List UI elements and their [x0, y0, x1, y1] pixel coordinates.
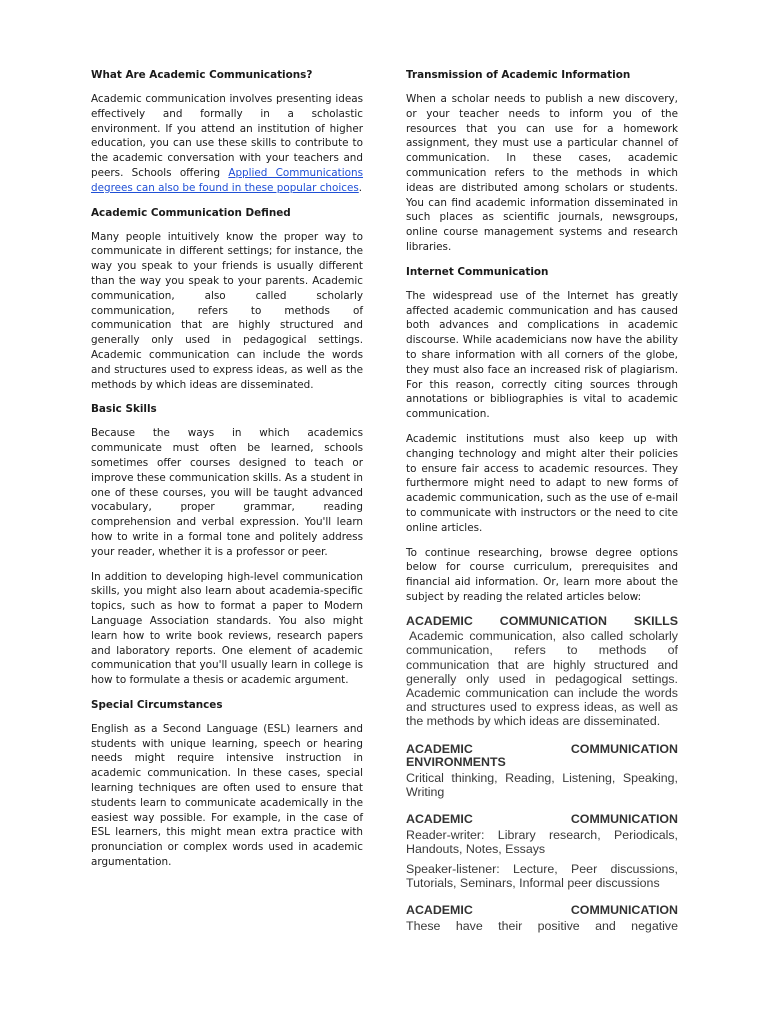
intro-text: Academic communication involves presenting ideas effectively and formally in a scholastic environment. If you attend an institution of higher education, you can use these skills to contribute to the academic conversation with your teachers and peers. Schools offering [91, 93, 363, 179]
related-body-reader-writer: Reader-writer: Library research, Periodicals, Handouts, Notes, Essays [406, 827, 678, 856]
defined-paragraph: Many people intuitively know the proper way to communicate in different settings; for instance, the way you speak to your friends is usually different than the way you speak to your parents. Academic communication, also called scholarly communication, refers to methods of communication that are highly structured and generally only used in pedagogical settings. Academic communication can include the words and structures used to express ideas, as well as the methods by which ideas are disseminated. [91, 230, 363, 391]
special-circumstances-paragraph: English as a Second Language (ESL) learners and students with unique learning, speech or hearing needs might require intensive instruction in academic communication. In these cases, special learning techniques are often used to ensure that students learn to communicate academically in the easiest way possible. For example, in the case of ESL learners, this might mean extra practice with pronunciation or complex words used in academic argumentation. [91, 722, 363, 869]
left-column [91, 68, 363, 880]
intro-paragraph [91, 92, 363, 196]
continue-researching-paragraph: To continue researching, browse degree options below for course curriculum, prerequisites and financial aid information. Or, learn more about the subject by reading the related articles below: [406, 546, 678, 603]
related-heading-environments: ACADEMIC COMMUNICATION ENVIRONMENTS [406, 741, 678, 770]
section-heading-special-circumstances: Special Circumstances [91, 698, 223, 711]
transmission-paragraph: When a scholar needs to publish a new discovery, or your teacher needs to inform you of the resources that you can use for a homework assignment, they must use a particular channel of communication. In these cases, academic communication refers to the methods in which ideas are distributed among scholars or students. You can find academic information disseminated in such places as scientific journals, newsgroups, online course management systems and research libraries. [406, 93, 678, 253]
related-body-skills: Academic communication, also called scholarly communication, refers to methods of communication that are highly structured and generally only used in pedagogical settings. Academic communication can include the words and structures used to express ideas, as well as the methods by which ideas are disseminated. [406, 629, 678, 729]
intro-end: . [358, 181, 363, 194]
related-heading-communication-2: ACADEMIC COMMUNICATION [406, 903, 678, 918]
right-column [406, 68, 678, 941]
basic-skills-paragraph-1: Because the ways in which academics communicate must often be learned, schools sometimes offer courses designed to teach or improve these communication skills. As a student in one of these courses, you will be taught advanced vocabulary, proper grammar, reading comprehension and verbal expression. You'll learn how to write in a formal tone and politely address your reader, whether it is a professor or peer. [91, 427, 363, 558]
related-body-speaker-listener: Speaker-listener: Lecture, Peer discussions, Tutorials, Seminars, Informal peer discussions [406, 861, 678, 891]
related-heading-skills: ACADEMIC COMMUNICATION SKILLS [406, 613, 678, 628]
applied-communications-link[interactable]: Applied Communications degrees can also be found in these popular choices [91, 166, 363, 194]
section-heading-what-are: What Are Academic Communications? [91, 69, 313, 81]
related-body-positive-negative: These have their positive and negative [406, 918, 678, 933]
section-heading-transmission: Transmission of Academic Information [406, 69, 631, 81]
section-heading-basic-skills: Basic Skills [91, 403, 157, 416]
related-body-environments: Critical thinking, Reading, Listening, Speaking, Writing [406, 770, 678, 799]
internet-paragraph-2: Academic institutions must also keep up with changing technology and might alter their policies to ensure fair access to academic resources. They furthermore might need to adapt to new forms of academic communication, such as the use of e-mail to communicate with instructors or the need to cite online articles. [406, 432, 678, 534]
related-heading-communication-1: ACADEMIC COMMUNICATION [406, 812, 678, 827]
section-heading-internet: Internet Communication [406, 265, 549, 278]
internet-paragraph-1: The widespread use of the Internet has greatly affected academic communication and has caused both advances and complications in academic discourse. While academicians now have the ability to share information with all corners of the globe, they must also face an increased risk of plagiarism. For this reason, correctly citing sources through annotations or bibliographies is vital to academic communication. [406, 289, 678, 421]
basic-skills-paragraph-2: In addition to developing high-level communication skills, you might also learn about academia-specific topics, such as how to format a paper to Modern Language Association standards. You also might learn how to write book reviews, research papers and laboratory reports. One element of academic communication that you'll usually learn in college is how to formulate a thesis or academic argument. [91, 570, 363, 687]
section-heading-defined: Academic Communication Defined [91, 206, 291, 219]
